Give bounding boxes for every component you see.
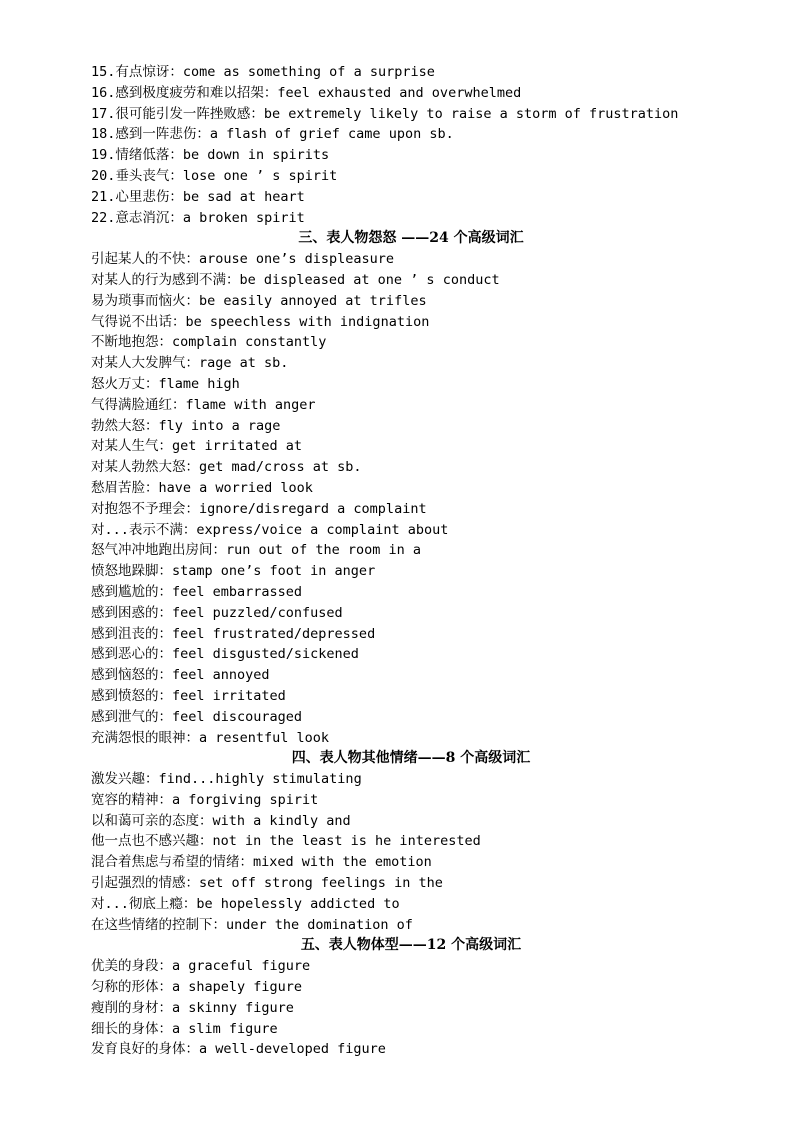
entry-line: 对抱怨不予理会：ignore/disregard a complaint (91, 500, 427, 517)
entry-line: 感到恼怒的：feel annoyed (91, 667, 270, 684)
entry-line: 发育良好的身体：a well-developed figure (91, 1041, 386, 1058)
entry-line: 混合着焦虑与希望的情绪：mixed with the emotion (91, 854, 432, 871)
entry-line: 气得说不出话：be speechless with indignation (91, 313, 430, 330)
entry-line: 对某人生气：get irritated at (91, 438, 303, 455)
entry-line: 18.感到一阵悲伤：a flash of grief came upon sb. (91, 126, 454, 143)
entry-line: 对某人的行为感到不满：be displeased at one ’ s conduct (91, 271, 500, 288)
entry-line: 气得满脸通红：flame with anger (91, 396, 316, 413)
entry-line: 在这些情绪的控制下：under the domination of (91, 916, 413, 933)
section-3-list (91, 249, 731, 748)
entry-line: 怒火万丈：flame high (91, 375, 240, 392)
entry-line: 瘦削的身材：a skinny figure (91, 999, 294, 1016)
section-3-heading: 三、表人物怨怒 ——24 个高级词汇 (298, 230, 524, 247)
entry-line: 以和蔼可亲的态度：with a kindly and (91, 812, 351, 829)
entry-line: 感到困惑的：feel puzzled/confused (91, 604, 343, 621)
entry-line: 引起强烈的情感：set off strong feelings in the (91, 875, 443, 892)
entry-line: 感到尴尬的：feel embarrassed (91, 583, 303, 600)
entry-line: 16.感到极度疲劳和难以招架：feel exhausted and overwhelmed (91, 84, 522, 101)
entry-line: 易为琐事而恼火：be easily annoyed at trifles (91, 292, 427, 309)
document-page (91, 62, 731, 1060)
entry-line: 17.很可能引发一阵挫败感：be extremely likely to raise a storm of frustration (91, 105, 679, 122)
entry-line: 感到泄气的：feel discouraged (91, 708, 303, 725)
entry-line: 愁眉苦脸：have a worried look (91, 479, 313, 496)
section-5-list (91, 956, 731, 1060)
entry-line: 15.有点惊讶：come as something of a surprise (91, 64, 435, 80)
entry-line: 他一点也不感兴趣：not in the least is he interested (91, 833, 481, 850)
section-5-heading: 五、表人物体型——12 个高级词汇 (300, 937, 522, 954)
entry-line: 20.垂头丧气：lose one ’ s spirit (91, 167, 338, 184)
entry-line: 22.意志消沉：a broken spirit (91, 209, 305, 226)
entry-line: 对...表示不满：express/voice a complaint about (91, 521, 449, 538)
section-4-list (91, 769, 731, 935)
entry-line: 感到沮丧的：feel frustrated/depressed (91, 625, 376, 642)
entry-line: 引起某人的不快：arouse one’s displeasure (91, 251, 395, 268)
entry-line: 勃然大怒：fly into a rage (91, 417, 281, 434)
entry-line: 充满怨恨的眼神：a resentful look (91, 729, 330, 746)
entry-line: 愤怒地跺脚：stamp one’s foot in anger (91, 563, 376, 580)
entry-line: 感到恶心的：feel disgusted/sickened (91, 646, 359, 663)
entry-line: 对某人大发脾气：rage at sb. (91, 355, 289, 372)
entry-line: 激发兴趣：find...highly stimulating (91, 771, 362, 788)
entry-line: 对某人勃然大怒：get mad/cross at sb. (91, 459, 362, 476)
entry-line: 不断地抱怨：complain constantly (91, 334, 327, 351)
section-2-tail (91, 62, 731, 228)
entry-line: 感到愤怒的：feel irritated (91, 687, 286, 704)
entry-line: 优美的身段：a graceful figure (91, 958, 311, 975)
entry-line: 对...彻底上瘾：be hopelessly addicted to (91, 895, 400, 912)
entry-line: 21.心里悲伤：be sad at heart (91, 188, 305, 205)
entry-line: 宽容的精神：a forgiving spirit (91, 791, 319, 808)
section-4-heading: 四、表人物其他情绪——8 个高级词汇 (291, 750, 531, 767)
entry-line: 19.情绪低落：be down in spirits (91, 147, 330, 164)
entry-line: 细长的身体：a slim figure (91, 1020, 278, 1037)
entry-line: 怒气冲冲地跑出房间：run out of the room in a (91, 542, 422, 559)
entry-line: 匀称的形体：a shapely figure (91, 979, 303, 996)
